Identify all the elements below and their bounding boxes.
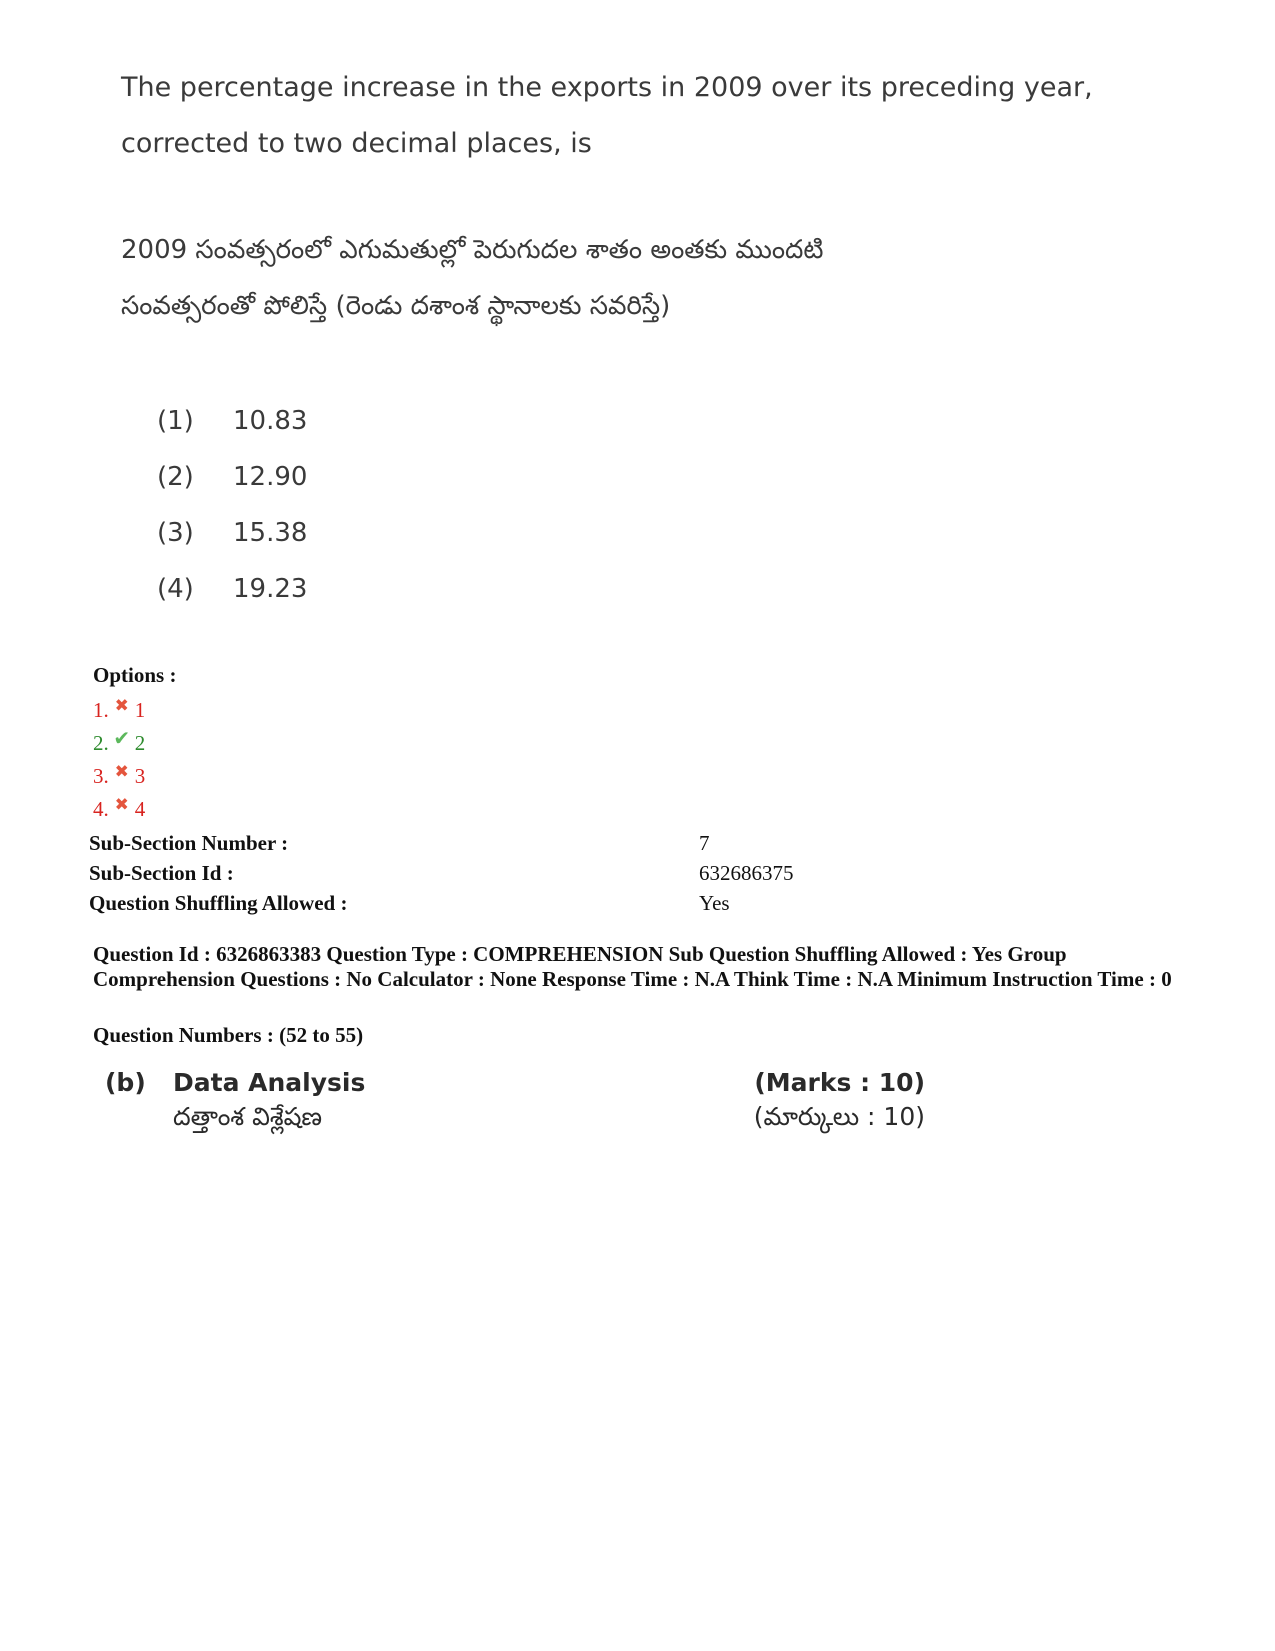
option-answer: 2 — [134, 731, 146, 755]
meta-row — [89, 888, 794, 918]
meta-value: 632686375 — [699, 860, 794, 885]
option-index: 4. — [93, 797, 109, 821]
meta-value: 7 — [699, 830, 710, 855]
options-list — [93, 694, 145, 826]
meta-value: Yes — [699, 890, 730, 915]
option-item — [93, 793, 145, 826]
section-header — [105, 1063, 925, 1139]
subsection-meta-table — [89, 828, 794, 918]
meta-row — [89, 858, 794, 888]
options-label: Options : — [93, 663, 177, 687]
option-answer: 4 — [134, 797, 146, 821]
option-index: 1. — [93, 698, 109, 722]
answer-choices — [157, 393, 307, 617]
question-info: Question Id : 6326863383 Question Type : COMPREHENSION Sub Question Shuffling Allowed : Yes Group Comprehension Questions : No Calculator : None Response Time : N.A Think Time : N.A Minimum Instruction Time : 0 — [93, 942, 1172, 991]
choice-value: 19.23 — [233, 574, 308, 604]
choice-number: (3) — [157, 518, 194, 548]
choice-item — [157, 393, 307, 449]
question-image — [121, 60, 1093, 334]
choice-number: (1) — [157, 406, 194, 436]
section-title-telugu: దత్తాంశ విశ్లేషణ — [173, 1102, 323, 1131]
meta-row — [89, 828, 794, 858]
question-text-telugu-line-1: 2009 సంవత్సరంలో ఎగుమతుల్లో పెరుగుదల శాతం అంతకు ముందటి — [121, 235, 824, 265]
option-answer: 3 — [134, 764, 146, 788]
option-item — [93, 727, 145, 760]
choice-item — [157, 449, 307, 505]
choice-item — [157, 561, 307, 617]
section-marks: (Marks : 10) — [754, 1067, 925, 1097]
choice-number: (4) — [157, 574, 194, 604]
section-letter: (b) — [105, 1067, 146, 1097]
meta-label: Sub-Section Id : — [89, 860, 234, 885]
meta-label: Question Shuffling Allowed : — [89, 890, 348, 915]
option-item — [93, 694, 145, 727]
option-index: 3. — [93, 764, 109, 788]
choice-number: (2) — [157, 462, 194, 492]
choice-value: 15.38 — [233, 518, 308, 548]
choice-value: 12.90 — [233, 462, 308, 492]
cross-icon: ✖ — [114, 794, 129, 814]
section-title: Data Analysis — [173, 1067, 366, 1097]
question-text-english-line-1: The percentage increase in the exports in 2009 over its preceding year, — [121, 72, 1093, 103]
option-item — [93, 760, 145, 793]
question-text-telugu-line-2: సంవత్సరంతో పోలిస్తే (రెండు దశాంశ స్థానాలకు సవరిస్తే) — [121, 291, 671, 321]
option-index: 2. — [93, 731, 109, 755]
cross-icon: ✖ — [114, 761, 129, 781]
question-text-english-line-2: corrected to two decimal places, is — [121, 128, 592, 159]
check-icon: ✔ — [113, 728, 131, 750]
question-numbers: Question Numbers : (52 to 55) — [93, 1023, 364, 1047]
choice-item — [157, 505, 307, 561]
choice-value: 10.83 — [233, 406, 308, 436]
meta-label: Sub-Section Number : — [89, 830, 289, 855]
section-marks-telugu: (మార్కులు : 10) — [753, 1102, 925, 1131]
cross-icon: ✖ — [114, 695, 129, 715]
option-answer: 1 — [134, 698, 146, 722]
